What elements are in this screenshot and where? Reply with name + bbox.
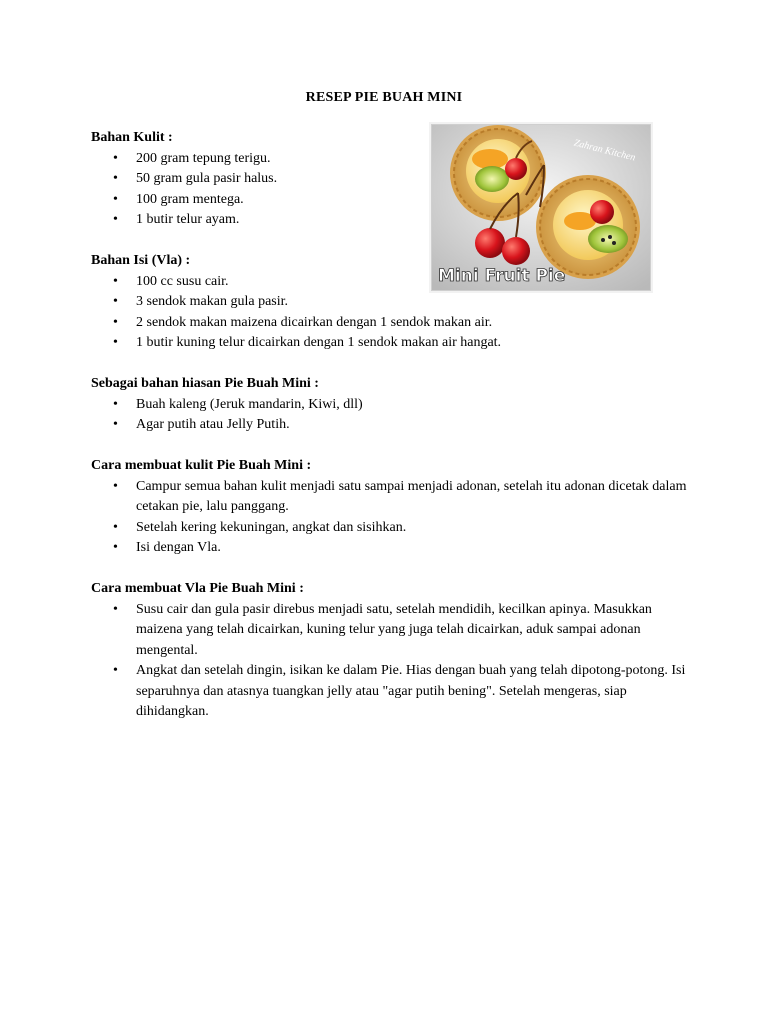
list-item [91,661,691,723]
list-item-text: 50 gram gula pasir halus. [136,171,278,186]
recipe-section [91,374,691,436]
list-item-text: 3 sendok makan gula pasir. [136,294,289,309]
bullet-icon: • [113,150,118,166]
bullet-list [91,600,691,723]
bullet-list [91,272,691,354]
list-item-text: 2 sendok makan maizena dicairkan dengan 1 sendok makan air. [136,314,493,330]
list-item-text: Susu cair dan gula pasir direbus menjadi satu, setelah mendidih, kecilkan apinya. Masukkan maizena yang telah dicairkan, kuning telur yang juga telah dicairkan, aduk sampai adonan mengental. [136,601,652,658]
bullet-icon: • [113,335,118,350]
list-item [91,415,691,436]
list-item-text: 200 gram tepung terigu. [136,150,271,166]
list-item-text: Angkat dan setelah dingin, isikan ke dalam Pie. Hias dengan buah yang telah dipotong-potong. Isi separuhnya dan atasnya tuangkan jelly atau "agar putih bening". Setelah mengeras, siap dihidangkan. [136,663,686,719]
list-item [91,292,691,313]
recipe-section [91,128,691,231]
bullet-list [91,395,691,436]
recipe-section [91,251,691,354]
list-item [91,149,691,170]
bullet-icon: • [113,540,118,555]
list-item-text: Campur semua bahan kulit menjadi satu sampai menjadi adonan, setelah itu adonan dicetak dalam cetakan pie, lalu panggang. [136,478,687,514]
section-heading: Bahan Kulit : [91,130,173,145]
photo-caption: Mini Fruit Pie [438,266,566,286]
bullet-icon: • [113,191,118,207]
list-item [91,333,691,354]
section-heading: Cara membuat Vla Pie Buah Mini : [91,581,304,596]
section-heading: Bahan Isi (Vla) : [91,253,191,268]
list-item-text: 1 butir kuning telur dicairkan dengan 1 sendok makan air hangat. [136,335,502,350]
bullet-icon: • [113,663,118,678]
bullet-icon: • [113,273,118,289]
recipe-section [91,456,691,559]
list-item [91,210,691,231]
bullet-icon: • [113,314,118,330]
photo-watermark: Zahran Kitchen [572,137,637,164]
list-item [91,190,691,211]
list-item [91,538,691,559]
list-item-text: Isi dengan Vla. [136,540,221,555]
page-title: RESEP PIE BUAH MINI [305,90,463,105]
bullet-icon: • [113,519,118,535]
list-item-text: Setelah kering kekuningan, angkat dan sisihkan. [136,519,407,535]
list-item-text: Buah kaleng (Jeruk mandarin, Kiwi, dll) [136,396,363,412]
list-item-text: Agar putih atau Jelly Putih. [136,417,290,432]
list-item [91,395,691,416]
recipe-body [91,128,691,743]
list-item-text: 1 butir telur ayam. [136,212,240,227]
bullet-icon: • [113,417,118,432]
bullet-icon: • [113,171,118,186]
list-item [91,518,691,539]
bullet-list [91,477,691,559]
list-item [91,477,691,518]
bullet-icon: • [113,478,118,494]
bullet-icon: • [113,294,118,309]
list-item-text: 100 cc susu cair. [136,273,229,289]
section-heading: Cara membuat kulit Pie Buah Mini : [91,458,312,473]
list-item-text: 100 gram mentega. [136,191,244,207]
list-item [91,600,691,662]
section-heading: Sebagai bahan hiasan Pie Buah Mini : [91,376,319,391]
list-item [91,272,691,293]
bullet-icon: • [113,601,118,617]
bullet-icon: • [113,212,118,227]
bullet-list [91,149,691,231]
list-item [91,169,691,190]
list-item [91,313,691,334]
recipe-section [91,579,691,723]
bullet-icon: • [113,396,118,412]
